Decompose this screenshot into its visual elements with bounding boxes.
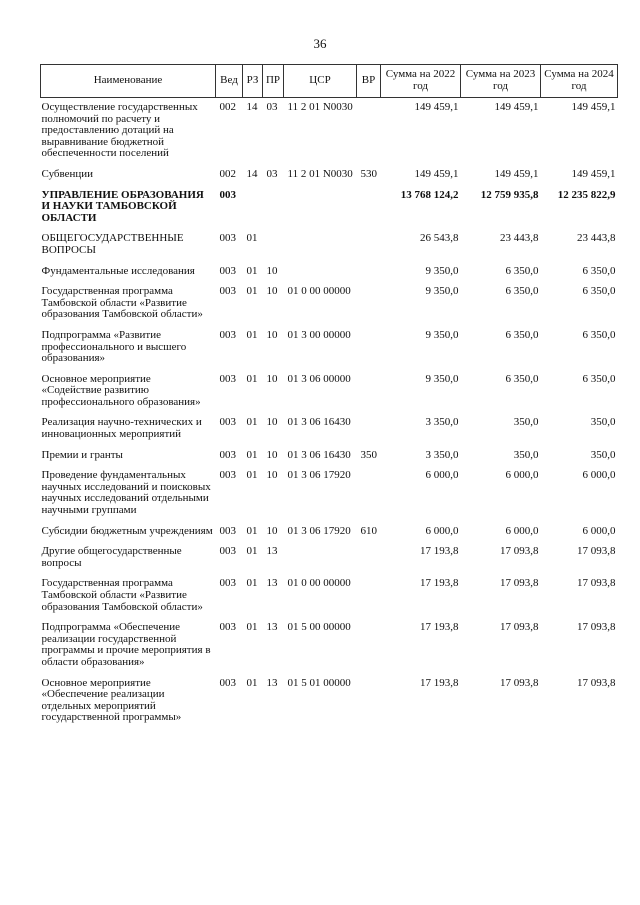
row-sum-2023: 12 759 935,8 [480, 188, 539, 201]
table-row [41, 618, 618, 673]
row-pr: 13 [266, 577, 278, 590]
row-csr [284, 186, 357, 230]
row-csr: 01 5 00 00000 [287, 621, 351, 634]
table-row [41, 370, 618, 414]
table-row [41, 466, 618, 521]
row-vr [357, 618, 381, 673]
row-pr: 13 [266, 676, 278, 689]
row-rz: 01 [246, 232, 258, 245]
row-ved: 003 [219, 232, 236, 245]
row-pr: 10 [266, 285, 278, 298]
row-csr: 01 3 00 00000 [287, 328, 351, 341]
header-name: Наименование [41, 65, 216, 98]
row-sum-2022: 149 459,1 [414, 167, 459, 180]
row-rz: 01 [246, 524, 258, 537]
row-sum-2024: 17 093,8 [577, 676, 616, 689]
table-header-row [41, 65, 618, 98]
row-pr: 10 [266, 524, 278, 537]
row-sum-2024: 350,0 [590, 448, 616, 461]
row-name: Субсидии бюджетным учреждениям [41, 524, 213, 537]
row-sum-2023: 6 000,0 [505, 524, 539, 537]
row-csr: 01 3 06 17920 [287, 524, 351, 537]
row-sum-2022: 3 350,0 [425, 416, 459, 429]
row-vr: 610 [360, 524, 377, 537]
row-rz: 01 [246, 264, 258, 277]
row-sum-2022: 17 193,8 [420, 545, 459, 558]
row-ved: 003 [219, 285, 236, 298]
table-row [41, 413, 618, 445]
row-pr: 03 [266, 101, 278, 113]
row-vr [357, 370, 381, 414]
row-name: Государственная программа Тамбовской области «Развитие образования Тамбовской области» [41, 285, 203, 321]
row-sum-2023: 17 093,8 [500, 577, 539, 590]
row-vr [357, 186, 381, 230]
row-vr [357, 466, 381, 521]
header-sum-2024: Сумма на 2024 год [541, 65, 618, 98]
row-csr: 11 2 01 N0030 [287, 101, 353, 113]
row-sum-2023: 350,0 [513, 448, 539, 461]
row-sum-2023: 17 093,8 [500, 676, 539, 689]
row-csr: 01 3 06 16430 [287, 448, 351, 461]
row-vr [357, 674, 381, 729]
row-ved: 003 [219, 416, 236, 429]
row-pr: 10 [266, 448, 278, 461]
row-ved: 003 [219, 264, 236, 277]
row-sum-2023: 6 350,0 [505, 264, 539, 277]
table-row [41, 574, 618, 618]
row-csr: 01 3 06 16430 [287, 416, 351, 429]
row-vr [357, 282, 381, 326]
row-sum-2023: 6 350,0 [505, 372, 539, 385]
row-sum-2022: 6 000,0 [425, 469, 459, 482]
row-sum-2023: 17 093,8 [500, 621, 539, 634]
row-ved: 003 [219, 524, 236, 537]
row-name: Фундаментальные исследования [41, 264, 195, 277]
row-name: Основное мероприятие «Обеспечение реализации отдельных мероприятий государственной программы» [41, 676, 182, 724]
row-rz: 01 [246, 545, 258, 558]
row-sum-2022: 17 193,8 [420, 577, 459, 590]
row-sum-2022: 149 459,1 [414, 101, 459, 113]
row-pr: 03 [266, 167, 278, 180]
row-sum-2024: 350,0 [590, 416, 616, 429]
row-name: Подпрограмма «Развитие профессионального и высшего образования» [41, 328, 187, 365]
row-rz [243, 186, 263, 230]
row-rz: 01 [246, 372, 258, 385]
row-rz: 14 [246, 167, 258, 180]
table-row [41, 542, 618, 574]
row-sum-2022: 6 000,0 [425, 524, 459, 537]
row-name: Основное мероприятие «Содействие развитию профессионального образования» [41, 372, 201, 408]
row-name: Осуществление государственных полномочий по расчету и предоставлению дотаций на выравнивание бюджетной обеспеченности поселений [41, 101, 198, 160]
row-sum-2024: 6 000,0 [582, 524, 616, 537]
row-rz: 01 [246, 416, 258, 429]
table-row [41, 674, 618, 729]
row-sum-2024: 6 350,0 [582, 372, 616, 385]
row-pr: 13 [266, 621, 278, 634]
budget-table [40, 64, 618, 729]
row-name: Другие общегосударственные вопросы [41, 545, 182, 569]
row-rz: 01 [246, 448, 258, 461]
table-row [41, 282, 618, 326]
row-sum-2023: 149 459,1 [494, 167, 539, 180]
row-sum-2024: 17 093,8 [577, 577, 616, 590]
table-row [41, 262, 618, 283]
row-name: Премии и гранты [41, 448, 123, 461]
row-csr [284, 262, 357, 283]
row-sum-2023: 350,0 [513, 416, 539, 429]
row-name: Реализация научно-технических и инновационных мероприятий [41, 416, 202, 441]
row-pr: 10 [266, 372, 278, 385]
row-rz: 01 [246, 577, 258, 590]
row-sum-2023: 6 350,0 [505, 328, 539, 341]
header-vr: ВР [357, 65, 381, 98]
row-vr [357, 262, 381, 283]
row-ved: 003 [219, 469, 236, 482]
row-sum-2023: 6 350,0 [505, 285, 539, 298]
row-sum-2023: 17 093,8 [500, 545, 539, 558]
row-sum-2022: 17 193,8 [420, 621, 459, 634]
row-sum-2022: 13 768 124,2 [400, 188, 459, 201]
row-name: Субвенции [41, 167, 94, 180]
row-ved: 003 [219, 676, 236, 689]
row-vr: 350 [360, 448, 377, 461]
row-name: Проведение фундаментальных научных исследований и поисковых научных исследований отдельными научными группами [41, 469, 211, 517]
table-row [41, 186, 618, 230]
table-row [41, 522, 618, 543]
row-rz: 01 [246, 469, 258, 482]
row-sum-2023: 23 443,8 [500, 232, 539, 245]
row-sum-2024: 17 093,8 [577, 545, 616, 558]
row-vr [357, 98, 381, 165]
row-rz: 01 [246, 285, 258, 298]
table-row [41, 229, 618, 261]
row-vr [357, 542, 381, 574]
row-rz: 01 [246, 328, 258, 341]
row-sum-2024: 12 235 822,9 [557, 188, 616, 201]
row-sum-2023: 6 000,0 [505, 469, 539, 482]
row-ved: 003 [219, 188, 236, 201]
row-vr [357, 413, 381, 445]
row-sum-2024: 149 459,1 [571, 167, 616, 180]
row-sum-2024: 23 443,8 [577, 232, 616, 245]
page-number: 36 [313, 36, 327, 51]
table-row [41, 446, 618, 467]
header-rz: РЗ [243, 65, 263, 98]
row-sum-2022: 9 350,0 [425, 285, 459, 298]
table-body [41, 98, 618, 729]
row-ved: 003 [219, 448, 236, 461]
row-vr [357, 574, 381, 618]
row-csr: 11 2 01 N0030 [287, 167, 353, 180]
row-pr [263, 186, 284, 230]
row-csr [284, 229, 357, 261]
row-rz: 01 [246, 621, 258, 634]
row-ved: 003 [219, 372, 236, 385]
row-pr [263, 229, 284, 261]
row-sum-2022: 17 193,8 [420, 676, 459, 689]
row-name: УПРАВЛЕНИЕ ОБРАЗОВАНИЯ И НАУКИ ТАМБОВСКОЙ ОБЛАСТИ [41, 188, 204, 224]
row-sum-2022: 3 350,0 [425, 448, 459, 461]
row-name: ОБЩЕГОСУДАРСТВЕННЫЕ ВОПРОСЫ [41, 232, 184, 256]
row-ved: 003 [219, 545, 236, 558]
row-vr [357, 229, 381, 261]
row-pr: 13 [266, 545, 278, 558]
header-sum-2022: Сумма на 2022 год [381, 65, 461, 98]
row-sum-2022: 9 350,0 [425, 264, 459, 277]
row-sum-2024: 17 093,8 [577, 621, 616, 634]
row-vr: 530 [360, 167, 377, 180]
row-pr: 10 [266, 416, 278, 429]
row-sum-2024: 6 350,0 [582, 285, 616, 298]
row-ved: 003 [219, 577, 236, 590]
row-sum-2024: 6 000,0 [582, 469, 616, 482]
row-sum-2022: 26 543,8 [420, 232, 459, 245]
row-csr: 01 0 00 00000 [287, 285, 351, 298]
row-pr: 10 [266, 264, 278, 277]
row-sum-2022: 9 350,0 [425, 372, 459, 385]
row-sum-2024: 6 350,0 [582, 328, 616, 341]
row-sum-2023: 149 459,1 [494, 101, 539, 113]
row-csr: 01 0 00 00000 [287, 577, 351, 590]
header-pr: ПР [263, 65, 284, 98]
table-row [41, 98, 618, 165]
row-sum-2024: 6 350,0 [582, 264, 616, 277]
row-sum-2022: 9 350,0 [425, 328, 459, 341]
row-csr: 01 3 06 00000 [287, 372, 351, 385]
table-row [41, 326, 618, 370]
row-vr [357, 326, 381, 370]
row-rz: 14 [246, 101, 258, 113]
row-ved: 003 [219, 328, 236, 341]
row-rz: 01 [246, 676, 258, 689]
row-ved: 003 [219, 621, 236, 634]
row-pr: 10 [266, 328, 278, 341]
row-sum-2024: 149 459,1 [571, 101, 616, 113]
row-ved: 002 [219, 101, 236, 113]
row-name: Подпрограмма «Обеспечение реализации государственной программы и прочие мероприятия в области образования» [41, 621, 211, 668]
header-ved: Вед [216, 65, 243, 98]
row-pr: 10 [266, 469, 278, 482]
header-sum-2023: Сумма на 2023 год [461, 65, 541, 98]
row-csr: 01 3 06 17920 [287, 469, 351, 482]
row-csr: 01 5 01 00000 [287, 676, 351, 689]
row-ved: 002 [219, 167, 236, 180]
row-csr [284, 542, 357, 574]
row-name: Государственная программа Тамбовской области «Развитие образования Тамбовской области» [41, 577, 203, 613]
table-row [41, 165, 618, 186]
header-csr: ЦСР [284, 65, 357, 98]
